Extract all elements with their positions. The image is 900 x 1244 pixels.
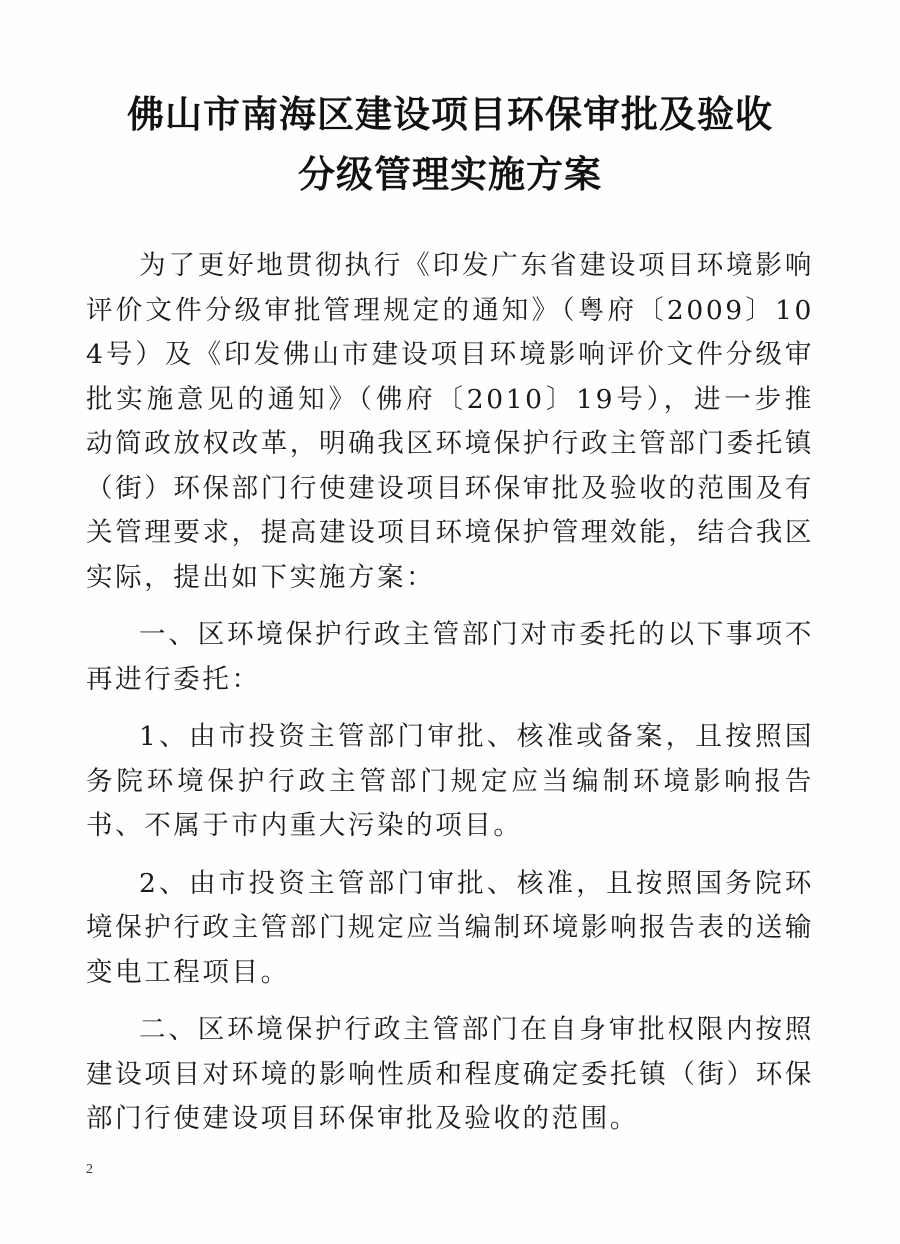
paragraph-item-1: 1、由市投资主管部门审批、核准或备案，且按照国务院环境保护行政主管部门规定应当编制环境影响报告书、不属于市内重大污染的项目。 <box>86 721 814 841</box>
document-title-line-2: 分级管理实施方案 <box>298 153 602 196</box>
document-title-line-1: 佛山市南海区建设项目环保审批及验收 <box>127 93 773 136</box>
paragraph-section-two: 二、区环境保护行政主管部门在自身审批权限内按照建设项目对环境的影响性质和程度确定委托镇（街）环保部门行使建设项目环保审批及验收的范围。 <box>86 1014 814 1134</box>
paragraph-item-2: 2、由市投资主管部门审批、核准，且按照国务院环境保护行政主管部门规定应当编制环境影响报告表的送输变电工程项目。 <box>86 867 814 988</box>
document-body <box>86 244 814 1155</box>
page-number: 2 <box>86 1162 93 1177</box>
paragraph-section-one: 一、区环境保护行政主管部门对市委托的以下事项不再进行委托： <box>86 619 814 695</box>
paragraph-intro: 为了更好地贯彻执行《印发广东省建设项目环境影响评价文件分级审批管理规定的通知》（粤府〔2009〕104号）及《印发佛山市建设项目环境影响评价文件分级审批实施意见的通知》（佛府〔2010〕19号），进一步推动简政放权改革，明确我区环境保护行政主管部门委托镇（街）环保部门行使建设项目环保审批及验收的范围及有关管理要求，提高建设项目环境保护管理效能，结合我区实际，提出如下实施方案： <box>86 250 814 593</box>
